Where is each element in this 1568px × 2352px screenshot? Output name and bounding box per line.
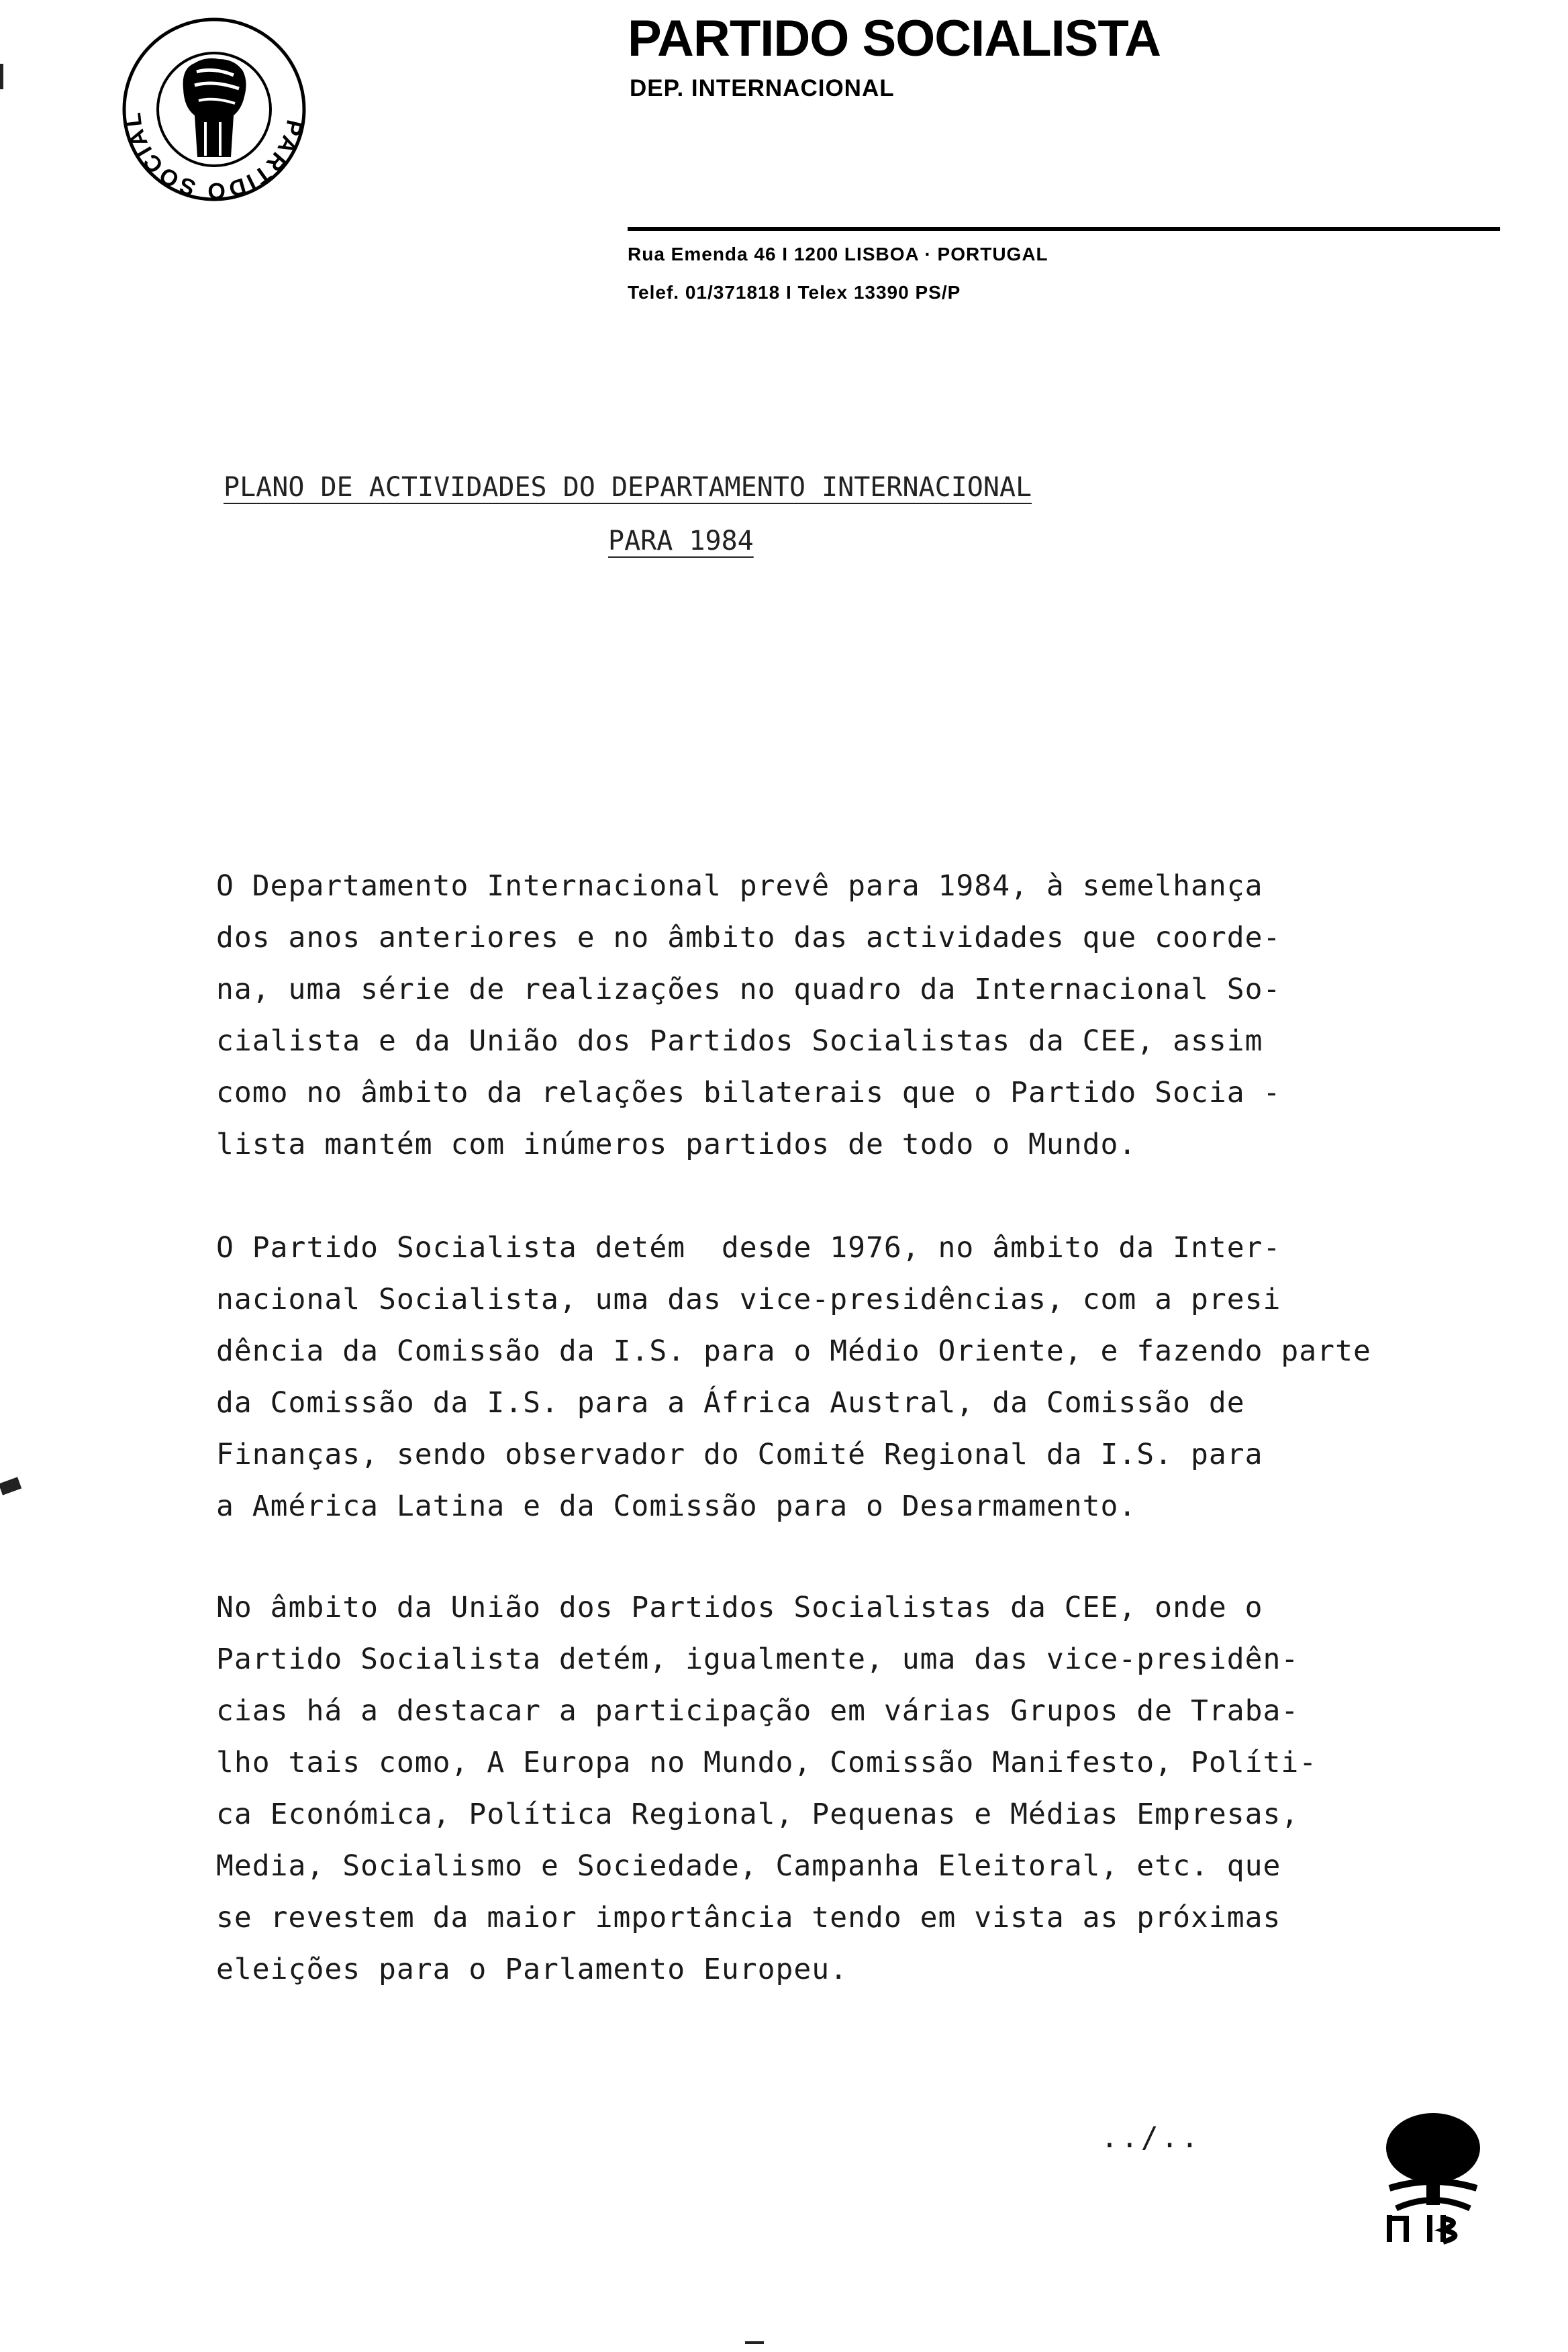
text-line: Finanças, sendo observador do Comité Regional da I.S. para	[216, 1438, 1263, 1471]
text-line: cialista e da União dos Partidos Socialistas da CEE, assim	[216, 1024, 1263, 1058]
text-line: lista mantém com inúmeros partidos de todo o Mundo.	[216, 1128, 1137, 1161]
document-title-year: PARA 1984	[608, 526, 754, 556]
scan-speck	[0, 64, 3, 89]
text-line: se revestem da maior importância tendo em vista as próximas	[216, 1901, 1281, 1934]
text-line: da Comissão da I.S. para a África Austral, da Comissão de	[216, 1386, 1245, 1420]
text-line: lho tais como, A Europa no Mundo, Comissão Manifesto, Políti-	[216, 1746, 1318, 1779]
department-name: DEP. INTERNACIONAL	[630, 75, 895, 101]
text-line: eleições para o Parlamento Europeu.	[216, 1953, 848, 1986]
text-line: cias há a destacar a participação em várias Grupos de Traba-	[216, 1694, 1300, 1728]
page-continuation-mark: ../..	[1101, 2121, 1202, 2155]
text-line: O Partido Socialista detém desde 1976, no âmbito da Inter-	[216, 1231, 1281, 1265]
text-line: dos anos anteriores e no âmbito das actividades que coorde-	[216, 921, 1281, 954]
text-line: Media, Socialismo e Sociedade, Campanha Eleitoral, etc. que	[216, 1849, 1281, 1883]
header-divider	[628, 227, 1500, 231]
document-title: PLANO DE ACTIVIDADES DO DEPARTAMENTO INTERNACIONAL	[224, 472, 1032, 503]
tree-stamp-icon	[1369, 2108, 1497, 2249]
text-line: ca Económica, Política Regional, Pequenas e Médias Empresas,	[216, 1798, 1300, 1831]
paragraph-1	[216, 861, 1505, 1171]
paragraph-2	[216, 1222, 1505, 1532]
scan-speck	[745, 2341, 764, 2344]
text-line: como no âmbito da relações bilaterais que o Partido Socia -	[216, 1076, 1281, 1110]
party-logo	[119, 15, 309, 204]
organization-name: PARTIDO SOCIALISTA	[628, 10, 1161, 67]
text-line: Partido Socialista detém, igualmente, uma das vice-presidên-	[216, 1643, 1300, 1676]
archive-stamp	[1369, 2108, 1497, 2249]
scan-speck	[0, 1477, 21, 1495]
fist-icon	[119, 15, 309, 204]
postal-address: Rua Emenda 46 I 1200 LISBOA · PORTUGAL	[628, 244, 1048, 264]
contact-numbers: Telef. 01/371818 I Telex 13390 PS/P	[628, 282, 961, 303]
svg-text:PARTIDO SOCIALISTA: PARTIDO SOCIAL	[119, 109, 307, 204]
text-line: a América Latina e da Comissão para o Desarmamento.	[216, 1489, 1137, 1523]
text-line: dência da Comissão da I.S. para o Médio Oriente, e fazendo parte	[216, 1334, 1371, 1368]
text-line: na, uma série de realizações no quadro da Internacional So-	[216, 973, 1281, 1006]
text-line: No âmbito da União dos Partidos Socialistas da CEE, onde o	[216, 1591, 1263, 1624]
text-line: nacional Socialista, uma das vice-presidências, com a presi	[216, 1283, 1281, 1316]
paragraph-3	[216, 1582, 1505, 1996]
text-line: O Departamento Internacional prevê para 1984, à semelhança	[216, 869, 1263, 903]
